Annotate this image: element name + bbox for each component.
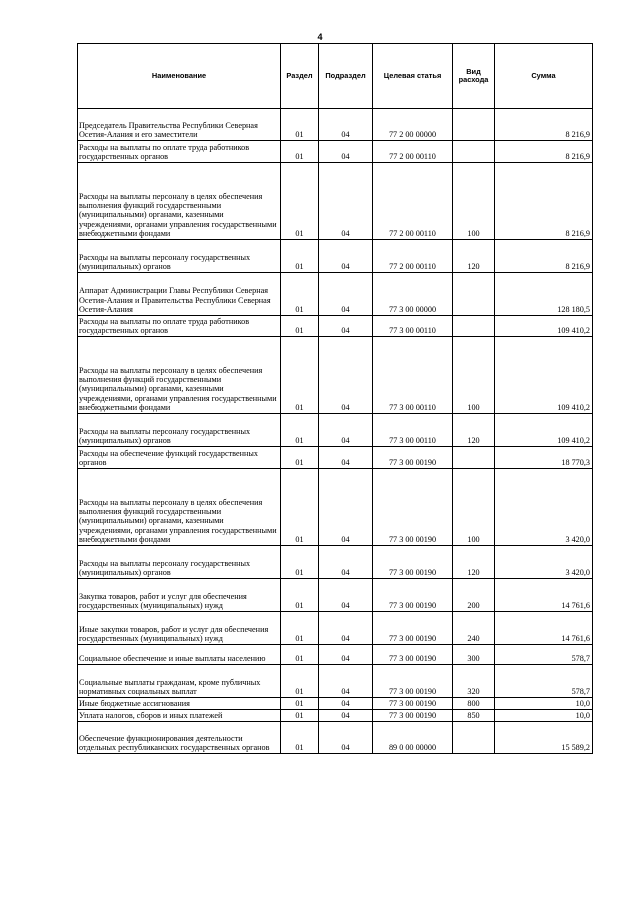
cell-podrazdel: 04: [319, 316, 373, 337]
cell-podrazdel: 04: [319, 141, 373, 163]
cell-sum: 15 589,2: [495, 722, 593, 754]
cell-sum: 578,7: [495, 665, 593, 698]
cell-target: 77 3 00 00190: [373, 665, 453, 698]
cell-razdel: 01: [281, 722, 319, 754]
cell-vid: [453, 109, 495, 141]
cell-razdel: 01: [281, 447, 319, 469]
cell-podrazdel: 04: [319, 109, 373, 141]
cell-sum: 3 420,0: [495, 469, 593, 546]
cell-razdel: 01: [281, 316, 319, 337]
cell-razdel: 01: [281, 469, 319, 546]
cell-podrazdel: 04: [319, 579, 373, 612]
cell-target: 77 2 00 00110: [373, 141, 453, 163]
cell-target: 77 3 00 00190: [373, 469, 453, 546]
cell-target: 77 3 00 00190: [373, 645, 453, 665]
cell-razdel: 01: [281, 546, 319, 579]
cell-sum: 109 410,2: [495, 414, 593, 447]
page-number: 4: [317, 32, 323, 42]
table-row: [78, 722, 593, 754]
cell-target: 77 3 00 00110: [373, 414, 453, 447]
cell-target: 77 2 00 00000: [373, 109, 453, 141]
cell-name: Расходы на выплаты персоналу государственных (муниципальных) органов: [78, 240, 281, 273]
table-row: [78, 141, 593, 163]
header-razdel: Раздел: [281, 44, 319, 109]
cell-name: Социальное обеспечение и иные выплаты населению: [78, 645, 281, 665]
cell-target: 77 2 00 00110: [373, 240, 453, 273]
cell-vid: [453, 316, 495, 337]
cell-name: Закупка товаров, работ и услуг для обеспечения государственных (муниципальных) нужд: [78, 579, 281, 612]
header-row: [78, 44, 593, 109]
cell-name: Аппарат Администрации Главы Республики Северная Осетия-Алания и Правительства Республики Северная Осетия-Алания: [78, 273, 281, 316]
cell-sum: 109 410,2: [495, 337, 593, 414]
cell-razdel: 01: [281, 645, 319, 665]
cell-razdel: 01: [281, 141, 319, 163]
cell-podrazdel: 04: [319, 337, 373, 414]
cell-razdel: 01: [281, 710, 319, 722]
cell-name: Иные бюджетные ассигнования: [78, 698, 281, 710]
cell-target: 77 3 00 00110: [373, 337, 453, 414]
table-row: [78, 240, 593, 273]
header-sum: Сумма: [495, 44, 593, 109]
cell-target: 77 3 00 00190: [373, 579, 453, 612]
table-row: [78, 273, 593, 316]
cell-vid: 850: [453, 710, 495, 722]
cell-vid: 800: [453, 698, 495, 710]
cell-podrazdel: 04: [319, 645, 373, 665]
table-row: [78, 665, 593, 698]
cell-razdel: 01: [281, 273, 319, 316]
cell-name: Расходы на выплаты по оплате труда работников государственных органов: [78, 316, 281, 337]
budget-table: [77, 43, 593, 754]
cell-vid: 100: [453, 337, 495, 414]
cell-target: 77 3 00 00110: [373, 316, 453, 337]
cell-razdel: 01: [281, 698, 319, 710]
table-row: [78, 316, 593, 337]
cell-podrazdel: 04: [319, 722, 373, 754]
cell-target: 77 3 00 00190: [373, 710, 453, 722]
table-row: [78, 469, 593, 546]
table-row: [78, 710, 593, 722]
cell-vid: [453, 141, 495, 163]
table-row: [78, 109, 593, 141]
cell-podrazdel: 04: [319, 665, 373, 698]
cell-sum: 18 770,3: [495, 447, 593, 469]
table-row: [78, 163, 593, 240]
table-row: [78, 645, 593, 665]
header-target: Целевая статья: [373, 44, 453, 109]
cell-target: 77 2 00 00110: [373, 163, 453, 240]
cell-sum: 8 216,9: [495, 141, 593, 163]
cell-name: Иные закупки товаров, работ и услуг для обеспечения государственных (муниципальных) нужд: [78, 612, 281, 645]
header-name: Наименование: [78, 44, 281, 109]
cell-target: 77 3 00 00190: [373, 447, 453, 469]
cell-podrazdel: 04: [319, 240, 373, 273]
cell-razdel: 01: [281, 665, 319, 698]
cell-name: Расходы на выплаты по оплате труда работников государственных органов: [78, 141, 281, 163]
cell-target: 77 3 00 00190: [373, 612, 453, 645]
cell-name: Уплата налогов, сборов и иных платежей: [78, 710, 281, 722]
cell-vid: 120: [453, 240, 495, 273]
cell-vid: 240: [453, 612, 495, 645]
table-row: [78, 414, 593, 447]
header-vid: Вид расхода: [453, 44, 495, 109]
table-row: [78, 612, 593, 645]
cell-razdel: 01: [281, 337, 319, 414]
cell-target: 77 3 00 00190: [373, 698, 453, 710]
cell-name: Обеспечение функционирования деятельности отдельных республиканских государственных органов: [78, 722, 281, 754]
cell-name: Расходы на выплаты персоналу в целях обеспечения выполнения функций государственными (муниципальными) органами, казенными учреждениями, органами управления государственными внебюджетными фондами: [78, 337, 281, 414]
cell-sum: 8 216,9: [495, 240, 593, 273]
cell-sum: 14 761,6: [495, 612, 593, 645]
cell-razdel: 01: [281, 612, 319, 645]
cell-name: Расходы на выплаты персоналу в целях обеспечения выполнения функций государственными (муниципальными) органами, казенными учреждениями, органами управления государственными внебюджетными фондами: [78, 469, 281, 546]
cell-podrazdel: 04: [319, 414, 373, 447]
cell-podrazdel: 04: [319, 273, 373, 316]
table-row: [78, 337, 593, 414]
cell-sum: 578,7: [495, 645, 593, 665]
cell-name: Социальные выплаты гражданам, кроме публичных нормативных социальных выплат: [78, 665, 281, 698]
cell-name: Расходы на обеспечение функций государственных органов: [78, 447, 281, 469]
table-row: [78, 579, 593, 612]
cell-podrazdel: 04: [319, 469, 373, 546]
cell-sum: 128 180,5: [495, 273, 593, 316]
cell-podrazdel: 04: [319, 447, 373, 469]
table-row: [78, 698, 593, 710]
cell-razdel: 01: [281, 109, 319, 141]
cell-target: 77 3 00 00190: [373, 546, 453, 579]
cell-podrazdel: 04: [319, 710, 373, 722]
cell-sum: 8 216,9: [495, 109, 593, 141]
cell-target: 89 0 00 00000: [373, 722, 453, 754]
cell-sum: 10,0: [495, 710, 593, 722]
cell-razdel: 01: [281, 163, 319, 240]
cell-vid: 300: [453, 645, 495, 665]
cell-podrazdel: 04: [319, 612, 373, 645]
cell-vid: 320: [453, 665, 495, 698]
cell-sum: 10,0: [495, 698, 593, 710]
cell-sum: 109 410,2: [495, 316, 593, 337]
cell-target: 77 3 00 00000: [373, 273, 453, 316]
cell-podrazdel: 04: [319, 546, 373, 579]
cell-podrazdel: 04: [319, 163, 373, 240]
cell-vid: 100: [453, 163, 495, 240]
cell-razdel: 01: [281, 240, 319, 273]
cell-name: Расходы на выплаты персоналу государственных (муниципальных) органов: [78, 546, 281, 579]
cell-vid: 120: [453, 546, 495, 579]
cell-vid: [453, 447, 495, 469]
cell-vid: 120: [453, 414, 495, 447]
cell-sum: 3 420,0: [495, 546, 593, 579]
cell-name: Председатель Правительства Республики Северная Осетия-Алания и его заместители: [78, 109, 281, 141]
cell-name: Расходы на выплаты персоналу государственных (муниципальных) органов: [78, 414, 281, 447]
header-podrazdel: Подраздел: [319, 44, 373, 109]
cell-vid: [453, 273, 495, 316]
table-row: [78, 546, 593, 579]
table-row: [78, 447, 593, 469]
cell-sum: 14 761,6: [495, 579, 593, 612]
cell-razdel: 01: [281, 414, 319, 447]
cell-razdel: 01: [281, 579, 319, 612]
cell-vid: 200: [453, 579, 495, 612]
cell-vid: [453, 722, 495, 754]
cell-podrazdel: 04: [319, 698, 373, 710]
cell-vid: 100: [453, 469, 495, 546]
cell-name: Расходы на выплаты персоналу в целях обеспечения выполнения функций государственными (муниципальными) органами, казенными учреждениями, органами управления государственными внебюджетными фондами: [78, 163, 281, 240]
cell-sum: 8 216,9: [495, 163, 593, 240]
